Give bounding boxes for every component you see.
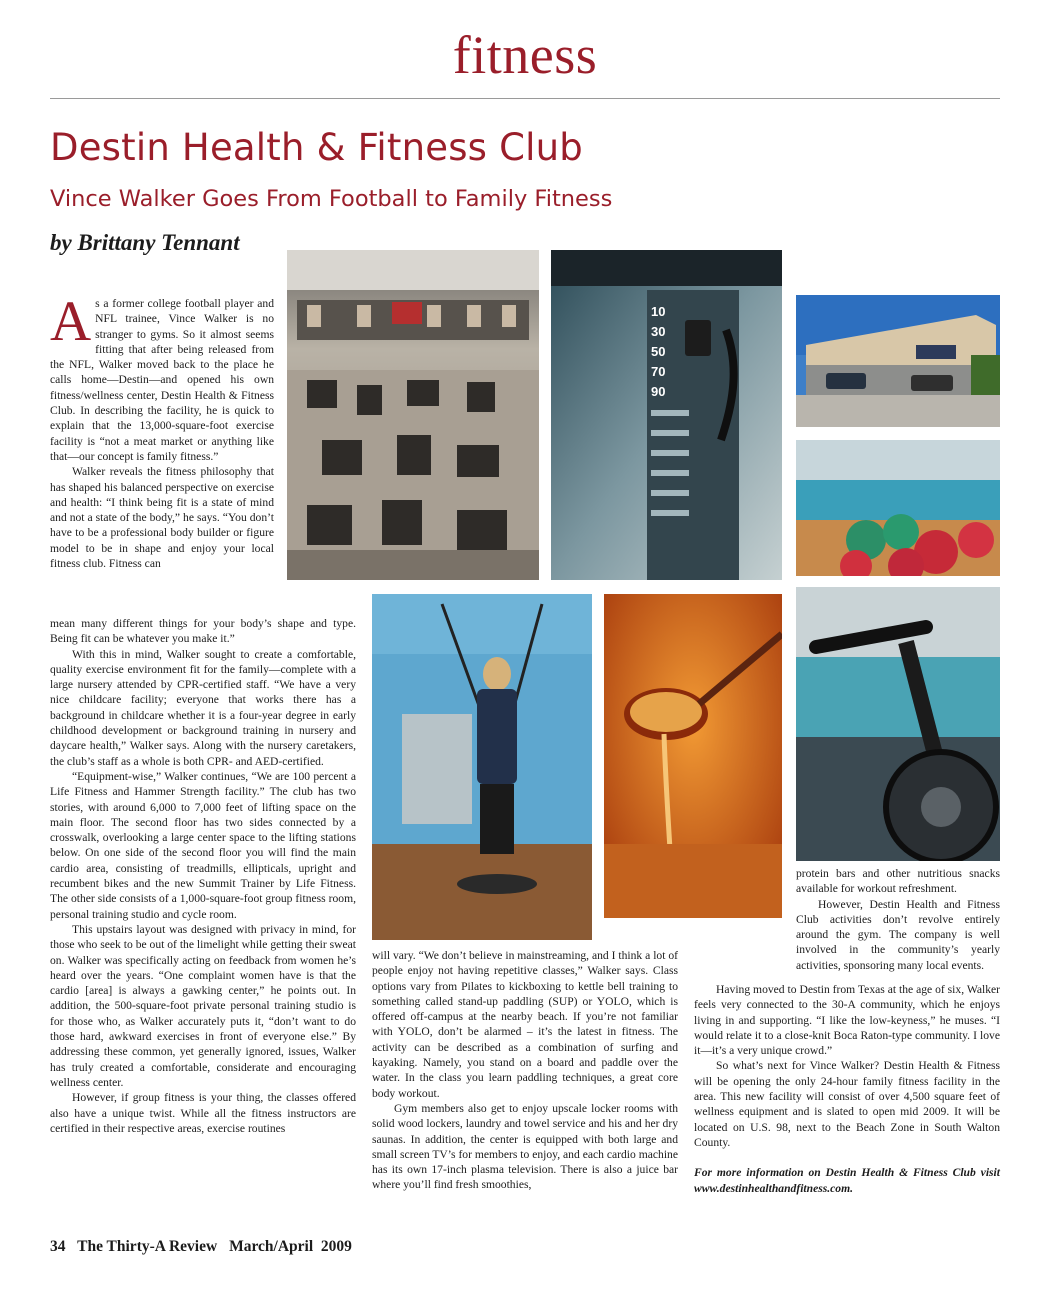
photo-weight-stack	[551, 250, 782, 580]
stack-number: 50	[651, 344, 666, 359]
article-subtitle: Vince Walker Goes From Football to Family Fitness	[50, 186, 613, 212]
page-number: 34	[50, 1238, 66, 1255]
stack-number: 10	[651, 304, 666, 319]
column-3-upper	[796, 866, 1000, 973]
photo-woman-balance-training	[372, 594, 592, 940]
col3-paragraph-1: protein bars and other nutritious snacks available for workout refreshment.	[796, 867, 1000, 896]
photo-stability-balls	[796, 440, 1000, 576]
col1-paragraph-5: This upstairs layout was designed with privacy in mind, for those who seek to be out of the limelight while getting their sweat on. Walker was specifically acting on feedback from women he’s heard over the years. “One complaint women have is that the cardio [area] is always a gawking center,” he points out. In addition, the 500-square-foot private personal training studio is for those who, as Walker accurately puts it, “don’t want to do those hard, awkward exercises in front of everyone else.” By addressing these common, yet generally ignored, issues, Walker has truly created a comfortable, considerate and encouraging wellness center.	[50, 922, 356, 1089]
more-info-note: For more information on Destin Health & Fitness Club visit www.destinhealthandfitness.com.	[694, 1166, 1000, 1195]
col1-paragraph-2-cont: mean many different things for your body’s shape and type. Being fit can be whatever you make it.”	[50, 617, 356, 646]
col1-paragraph-4: “Equipment-wise,” Walker continues, “We are 100 percent a Life Fitness and Hammer Strength facility.” The club has two stories, with around 6,000 to 7,000 feet of lifting space on the main floor. The second floor has two sides connected by a crosswalk, overlooking a large center space to the lifting stations below. On one side of the second floor you will find the main cardio area, consisting of treadmills, ellipticals, upright and recumbent bikes and the new Summit Trainer by Life Fitness. The other side consists of a 1,000-square-foot group fitness room, personal training studio and cycle room.	[50, 769, 356, 921]
col2-paragraph-1: will vary. “We don’t believe in mainstreaming, and I think a lot of people enjoy not having repetitive classes,” Walker says. Class options vary from Pilates to kickboxing to kettle bell training to something called stand-up paddling (SUP) or YOLO, which is offered off-campus at the nearby beach. If you’re not familiar with YOLO, don’t be alarmed – it’s the latest in fitness. The activity can be described as a combination of surfing and kayaking. Namely, you stand on a board and paddle over the water. In the class you learn paddling techniques, a great core body workout.	[372, 949, 678, 1100]
column-2	[372, 948, 678, 1193]
section-heading: fitness	[452, 25, 598, 85]
photo-honey-ladle	[604, 594, 782, 918]
col3-paragraph-2a: However, Destin Health and Fitness Club activities don’t revolve entirely around the gym. The company is well involved in the community’s yearly activities, sponsoring many local events.	[796, 897, 1000, 972]
article-title: Destin Health & Fitness Club	[50, 126, 583, 169]
col1-paragraph-3: With this in mind, Walker sought to create a comfortable, quality exercise environment fit for the family—complete with a large nursery attended by CPR-certified staff. “We have a very nice childcare facility; everyone that works there has a background in childcare whether it is a four-year degree in early childhood development or background training in nursery and daycare health,” Walker says. Along with the nursery caretakers, the club’s staff as a whole is both CPR- and AED-certified.	[50, 647, 356, 768]
photo-building-exterior	[796, 295, 1000, 427]
stack-number: 70	[651, 364, 666, 379]
page-footer	[50, 1238, 360, 1256]
issue-date: March/April 2009	[229, 1238, 352, 1255]
article-byline: by Brittany Tennant	[50, 230, 240, 255]
col3-paragraph-3: Having moved to Destin from Texas at the age of six, Walker feels very connected to the 30-A community, which he enjoys living in and supporting. “I like the low-keyness,” he muses. “I would relate it to a close-knit Boca Raton-type community. I love it—it’s a very unique crowd.”	[694, 983, 1000, 1058]
stack-number: 90	[651, 384, 666, 399]
drop-cap: A	[50, 290, 92, 353]
column-3-lower	[694, 982, 1000, 1196]
header-rule	[50, 98, 1000, 99]
publication-name: The Thirty-A Review	[77, 1238, 218, 1255]
col2-paragraph-2: Gym members also get to enjoy upscale locker rooms with solid wood lockers, laundry and towel service and his and her dry saunas. In addition, the center is equipped with both large and small screen TV’s for members to enjoy, and each cardio machine has its own 17-inch plasma television. There is also a juice bar where you’ll find fresh smoothies,	[372, 1101, 678, 1192]
column-1-lower	[50, 616, 356, 1136]
column-1-upper	[50, 290, 274, 571]
col3-paragraph-4: So what’s next for Vince Walker? Destin Health & Fitness will be opening the only 24-hour family fitness facility in the area. This new facility will consist of over 4,500 square feet of wellness equipment and is slated to open mid 2009. It will be located on U.S. 98, next to the Beach Zone in South Walton County.	[694, 1059, 1000, 1149]
col1-paragraph-1: s a former college football player and NFL trainee, Vince Walker is no stranger to gyms. So it almost seems fitting that after being released from the NFL, Walker moved back to the place he calls home—Destin—and opened his own fitness/wellness center, Destin Health & Fitness Club. In describing the facility, he is quick to explain that the 13,000-square-foot exercise facility is “not a meat market or anything like that—our concept is family fitness.”	[50, 297, 274, 463]
stack-number: 30	[651, 324, 666, 339]
photo-gym-floor	[287, 250, 539, 580]
col1-paragraph-6: However, if group fitness is your thing, the classes offered also have a unique twist. While all the fitness instructors are certified in their respective areas, exercise routines	[50, 1091, 356, 1135]
col1-paragraph-2: Walker reveals the fitness philosophy that has shaped his balanced perspective on exercise and health: “I think being fit is a state of mind and not a state of the body,” he says. “You don’t have to be a professional body builder or figure model to be in shape and enjoy your local fitness club. Fitness can	[50, 465, 274, 571]
photo-spin-bike	[796, 587, 1000, 861]
